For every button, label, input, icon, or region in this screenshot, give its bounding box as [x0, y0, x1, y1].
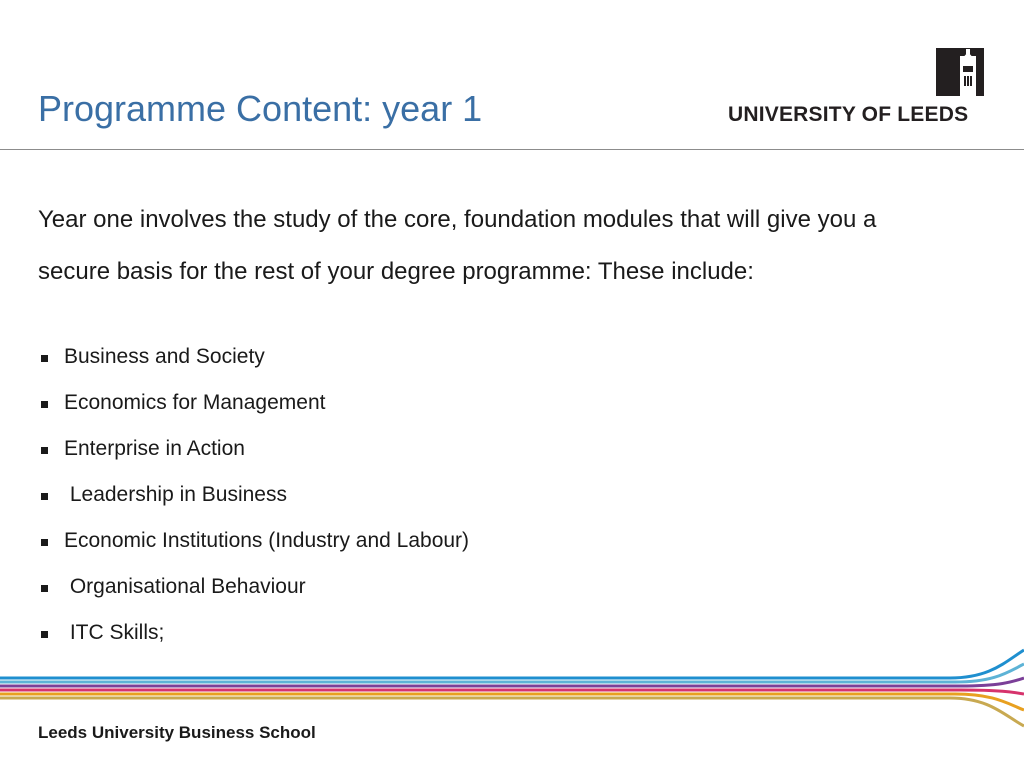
list-item	[38, 345, 469, 391]
module-list	[38, 345, 469, 667]
bullet-icon	[41, 631, 48, 638]
bullet-icon	[41, 355, 48, 362]
module-label: Business and Society	[64, 345, 265, 368]
stripe-line	[0, 650, 1024, 678]
list-item	[38, 437, 469, 483]
bullet-icon	[41, 585, 48, 592]
footer-school-name: Leeds University Business School	[38, 723, 316, 742]
bullet-icon	[41, 447, 48, 454]
logo-text: UNIVERSITY OF LEEDS	[728, 103, 969, 126]
module-label: Economics for Management	[64, 391, 326, 414]
stripe-line	[0, 698, 1024, 726]
header-divider	[0, 149, 1024, 150]
module-label: Enterprise in Action	[64, 437, 245, 460]
university-logo	[728, 48, 984, 128]
bullet-icon	[41, 539, 48, 546]
intro-paragraph: Year one involves the study of the core, foundation modules that will give you a secure basis for the rest of your degree programme: These include:	[38, 206, 877, 285]
list-item	[38, 575, 469, 621]
bullet-icon	[41, 401, 48, 408]
module-label: Economic Institutions (Industry and Labour)	[64, 529, 470, 552]
stripe-line	[0, 694, 1024, 710]
slide-title: Programme Content: year 1	[38, 88, 483, 129]
list-item	[38, 483, 469, 529]
module-label: ITC Skills;	[64, 621, 165, 644]
list-item	[38, 529, 469, 575]
bullet-icon	[41, 493, 48, 500]
module-label: Organisational Behaviour	[64, 575, 306, 598]
decorative-stripes	[0, 640, 1024, 730]
module-label: Leadership in Business	[64, 483, 287, 506]
list-item	[38, 391, 469, 437]
parkinson-tower-icon	[936, 48, 984, 96]
